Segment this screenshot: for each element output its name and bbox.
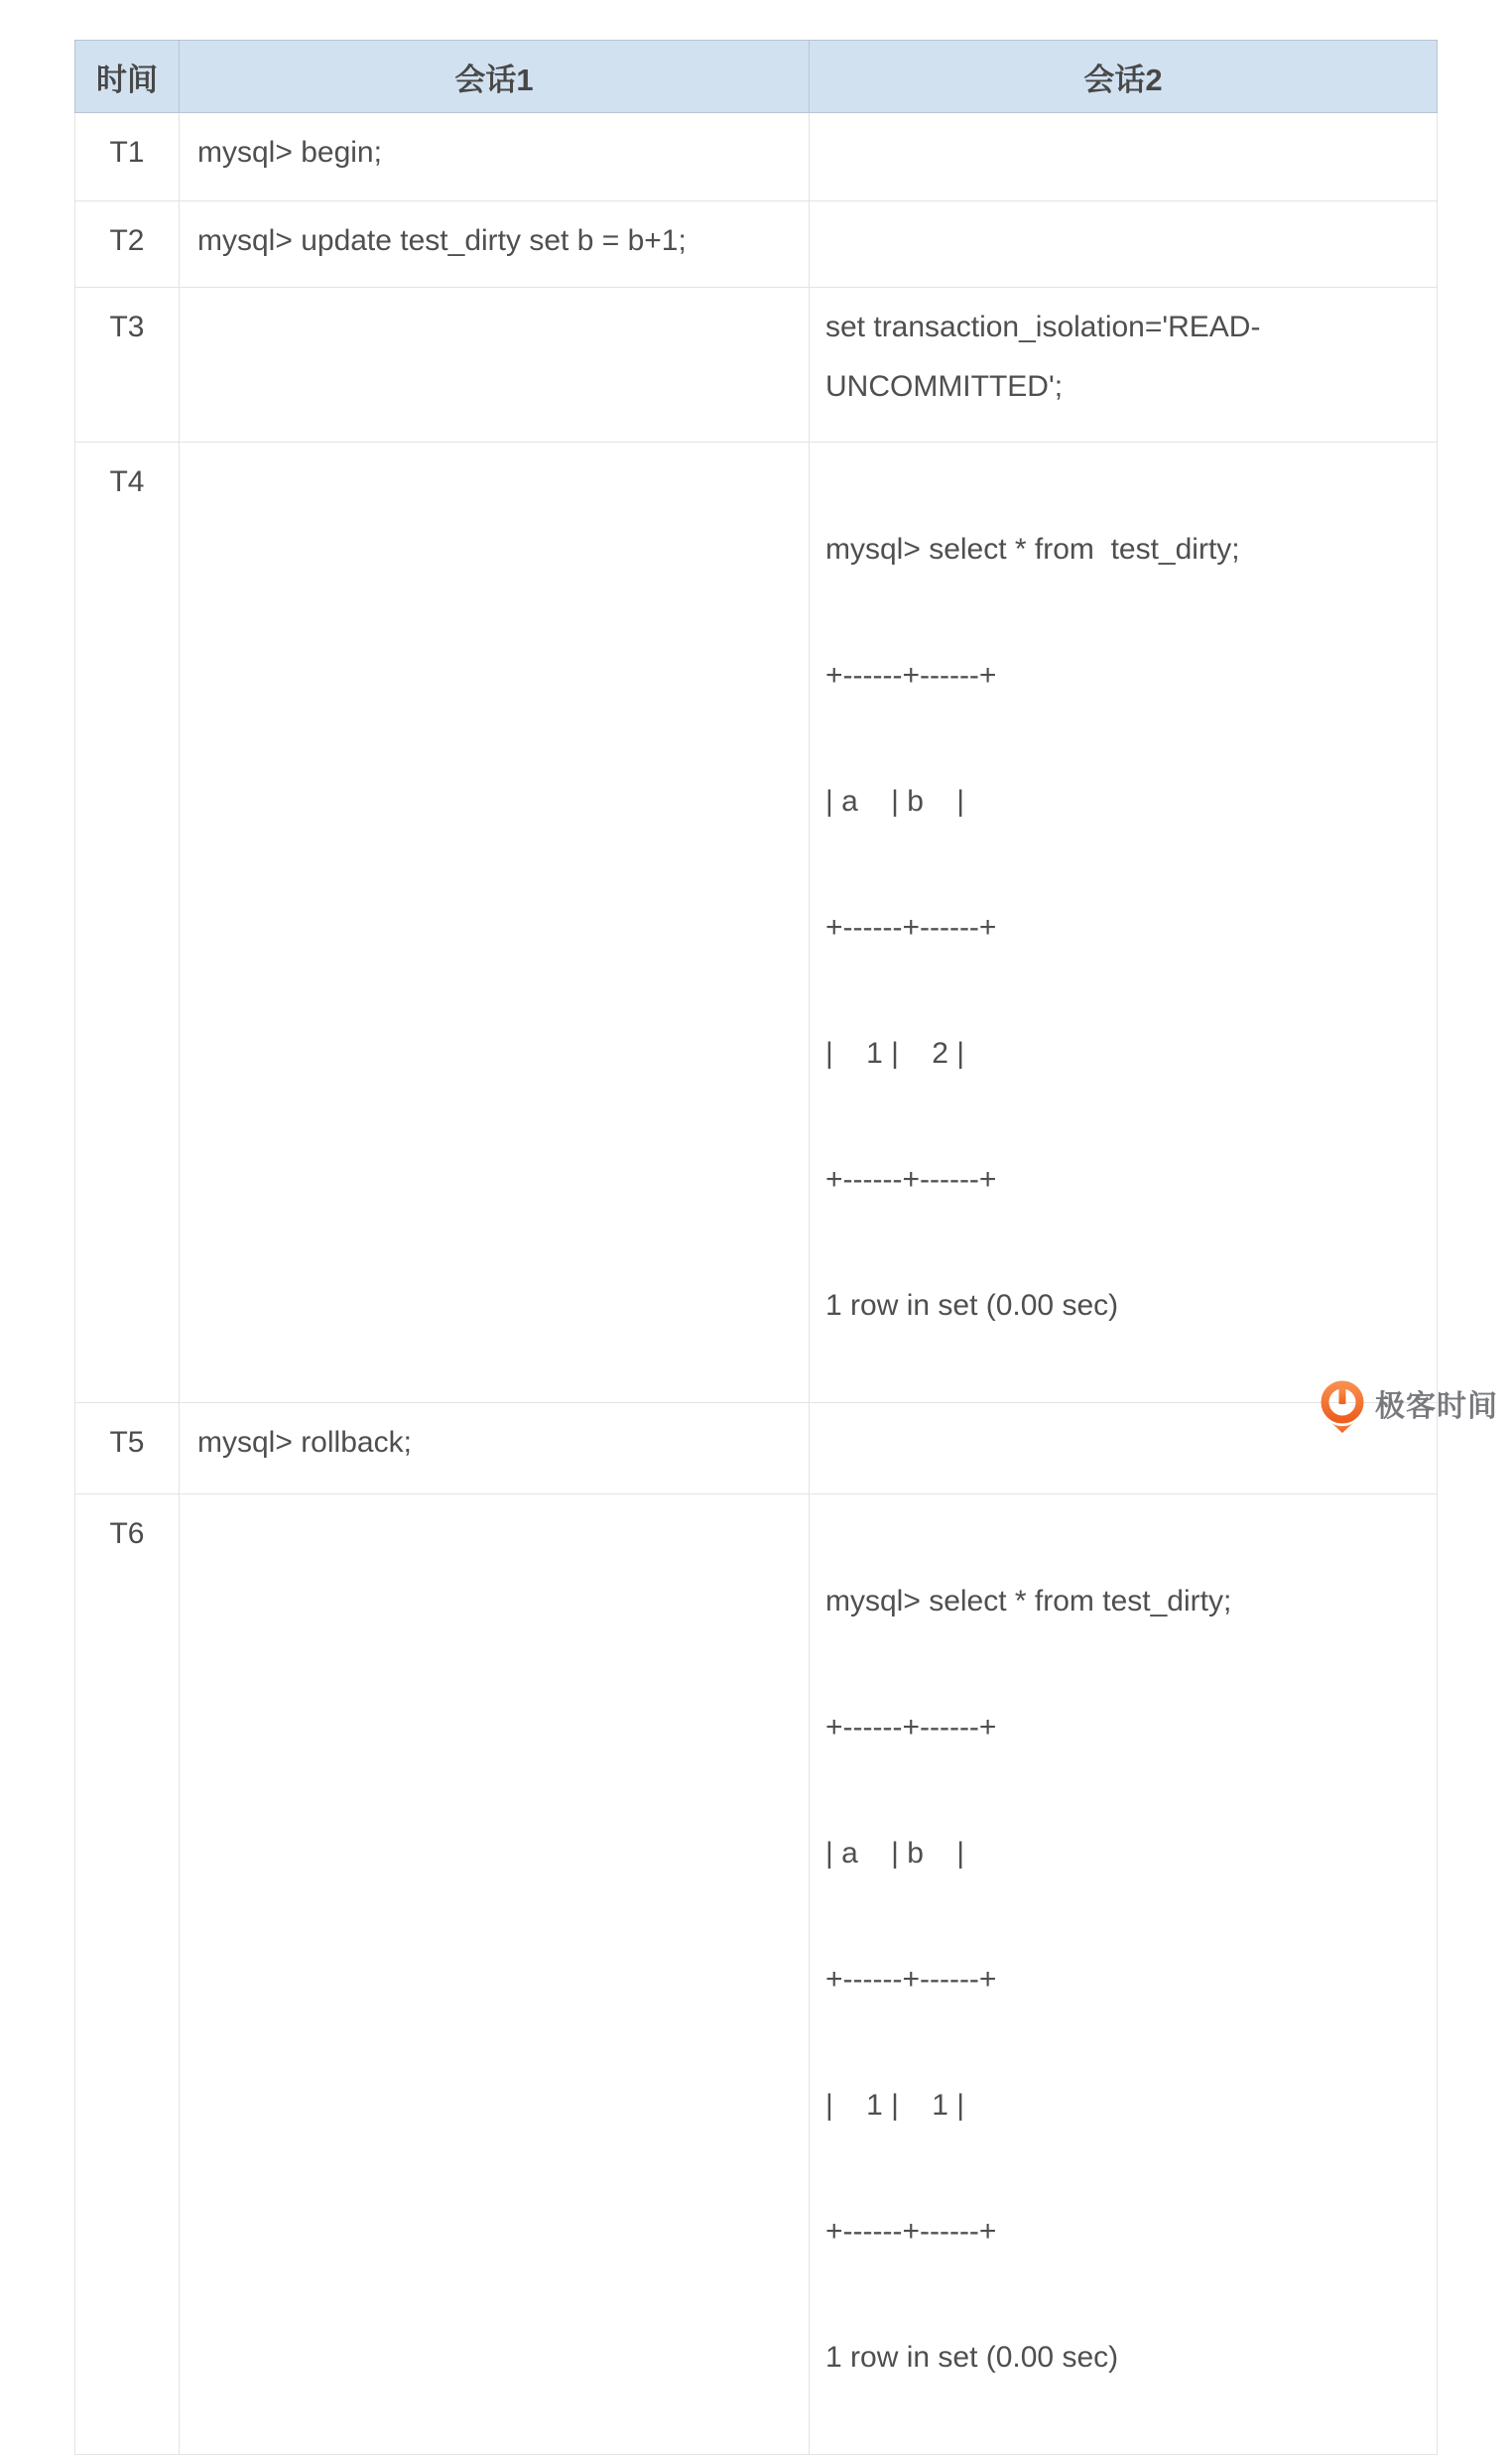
code-line: +------+------+ [825, 659, 997, 692]
code-line: 1 row in set (0.00 sec) [825, 2341, 1119, 2374]
code-line: +------+------+ [825, 911, 997, 944]
code-line: | 1 | 2 | [825, 1037, 965, 1070]
session1-cell: mysql> begin; [180, 113, 810, 201]
table-row-t3 [75, 288, 1438, 443]
code-line: +------+------+ [825, 1163, 997, 1196]
time-label: T6 [75, 1494, 180, 2455]
code-line: +------+------+ [825, 1711, 997, 1744]
time-label: T2 [75, 201, 180, 288]
geektime-logo [1318, 1380, 1498, 1434]
code-line: mysql> select * from test_dirty; [825, 1585, 1232, 1617]
session2-cell [810, 443, 1438, 1403]
code-line: | a | b | [825, 1837, 965, 1870]
session2-cell [810, 113, 1438, 201]
time-label: T4 [75, 443, 180, 1403]
code-line: 1 row in set (0.00 sec) [825, 1289, 1119, 1322]
geektime-logo-icon [1318, 1380, 1367, 1434]
session2-cell: set transaction_isolation='READ-UNCOMMITTED'; [810, 288, 1438, 443]
session1-cell: mysql> rollback; [180, 1403, 810, 1494]
session1-cell: mysql> update test_dirty set b = b+1; [180, 201, 810, 288]
column-header-session1: 会话1 [180, 41, 810, 113]
session1-cell [180, 1494, 810, 2455]
column-header-time: 时间 [75, 41, 180, 113]
transaction-timeline-table [74, 40, 1438, 2455]
code-line: mysql> select * from test_dirty; [825, 533, 1240, 566]
session2-cell [810, 201, 1438, 288]
code-line: | 1 | 1 | [825, 2089, 965, 2122]
code-line: +------+------+ [825, 1963, 997, 1996]
column-header-session2: 会话2 [810, 41, 1438, 113]
table-row-t4 [75, 443, 1438, 1403]
geektime-logo-text: 极客时间 [1375, 1390, 1498, 1423]
table-row-t1 [75, 113, 1438, 201]
table-row-t5 [75, 1403, 1438, 1494]
session1-cell [180, 443, 810, 1403]
session1-cell [180, 288, 810, 443]
table-row-t2 [75, 201, 1438, 288]
table-header-row [75, 41, 1438, 113]
code-line: | a | b | [825, 785, 965, 818]
time-label: T5 [75, 1403, 180, 1494]
table-row-t6 [75, 1494, 1438, 2455]
time-label: T3 [75, 288, 180, 443]
time-label: T1 [75, 113, 180, 201]
session2-cell [810, 1494, 1438, 2455]
code-line: +------+------+ [825, 2215, 997, 2248]
